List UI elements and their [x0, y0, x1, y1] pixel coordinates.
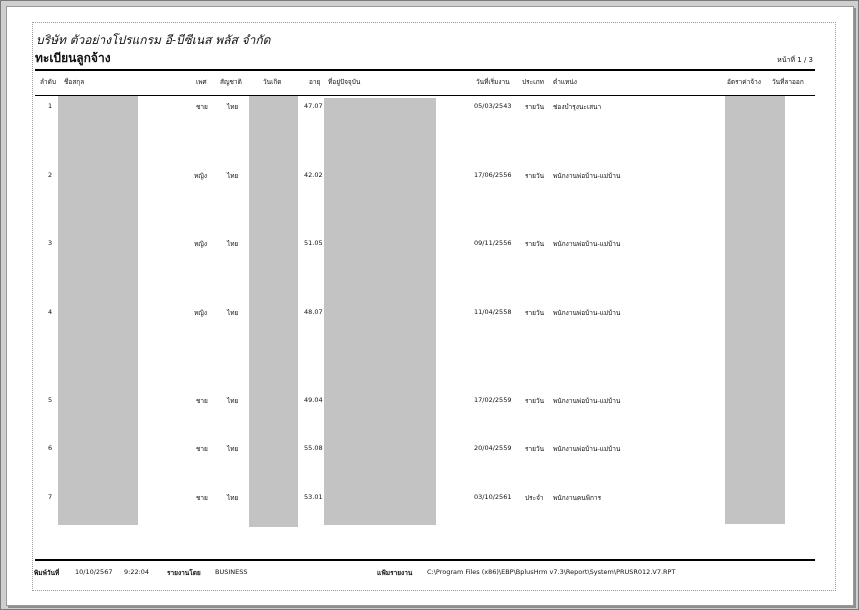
col-header-birthdate: วันเกิด [263, 78, 282, 86]
report-title: ทะเบียนลูกจ้าง [35, 51, 111, 65]
row-6-nation: ไทย [227, 445, 239, 453]
row-1-position: ช่องบำรุงนะเสนา [553, 103, 602, 111]
report-page [6, 6, 854, 606]
row-7-start: 03/10/2561 [474, 493, 512, 501]
row-4-sex: หญิง [194, 309, 207, 317]
row-4-nation: ไทย [227, 309, 239, 317]
printed-by-label [167, 568, 201, 578]
row-6-no: 6 [48, 444, 53, 452]
row-2-position: พนักงานพ่อบ้าน-แม่บ้าน [553, 172, 621, 180]
redacted-name-column [58, 96, 138, 525]
row-6-start: 20/04/2559 [474, 444, 512, 452]
row-7-nation: ไทย [227, 494, 239, 502]
row-7-type: ประจำ [525, 494, 544, 502]
redacted-address-column [324, 98, 436, 525]
col-header-no: ลำดับ [40, 78, 56, 86]
footer-top-rule [35, 559, 815, 561]
header-top-rule [35, 69, 815, 71]
row-5-sex: ชาย [196, 397, 208, 405]
print-date-label [34, 568, 59, 578]
page-number: หน้าที่ 1 / 3 [777, 56, 813, 64]
row-3-no: 3 [48, 239, 53, 247]
company-name: บริษัท ตัวอย่างโปรแกรม อี-บีซีเนส พลัส จำกัด [36, 33, 271, 47]
print-date: 10/10/2567 [75, 568, 113, 576]
row-4-no: 4 [48, 308, 53, 316]
row-1-start: 05/03/2543 [474, 102, 512, 110]
row-6-sex: ชาย [196, 445, 208, 453]
row-3-age: 51.05 [304, 239, 323, 247]
row-6-type: รายวัน [525, 445, 545, 453]
row-5-age: 49.04 [304, 396, 323, 404]
report-file-label-text: แฟ้มรายงาน [377, 569, 413, 577]
col-header-age: อายุ [309, 78, 321, 86]
row-2-nation: ไทย [227, 172, 239, 180]
redacted-birthdate-column [249, 96, 298, 527]
col-header-type: ประเภท [522, 78, 544, 86]
col-header-nationality: สัญชาติ [220, 78, 242, 86]
row-2-age: 42.02 [304, 171, 323, 179]
header-bottom-rule [35, 95, 815, 96]
row-3-position: พนักงานพ่อบ้าน-แม่บ้าน [553, 240, 621, 248]
print-time: 9:22:04 [124, 568, 150, 576]
col-header-start-date: วันที่เริ่มงาน [476, 78, 510, 86]
row-4-position: พนักงานพ่อบ้าน-แม่บ้าน [553, 309, 621, 317]
report-file-path: C:\Program Files (x86)\EBP\BplusHrm v7.3\Report\System\PRUSR012.V7.RPT [427, 568, 676, 576]
report-file-label [377, 568, 412, 578]
row-5-start: 17/02/2559 [474, 396, 512, 404]
row-6-age: 55.08 [304, 444, 323, 452]
redacted-wage-column [725, 96, 757, 524]
row-3-start: 09/11/2556 [474, 239, 512, 247]
col-header-sex: เพศ [196, 78, 207, 86]
col-header-address: ที่อยู่ปัจจุบัน [328, 78, 361, 86]
row-1-age: 47.07 [304, 102, 323, 110]
row-1-no: 1 [48, 102, 53, 110]
col-header-name: ชื่อสกุล [64, 78, 85, 86]
row-7-no: 7 [48, 493, 53, 501]
col-header-wage: อัตราค่าจ้าง [727, 78, 761, 86]
row-3-type: รายวัน [525, 240, 545, 248]
row-6-position: พนักงานพ่อบ้าน-แม่บ้าน [553, 445, 621, 453]
row-5-position: พนักงานพ่อบ้าน-แม่บ้าน [553, 397, 621, 405]
row-1-nation: ไทย [227, 103, 239, 111]
row-5-no: 5 [48, 396, 53, 404]
printed-by-label-text: รายงานโดย [167, 569, 201, 577]
row-7-sex: ชาย [196, 494, 208, 502]
row-1-sex: ชาย [196, 103, 208, 111]
row-2-no: 2 [48, 171, 53, 179]
row-2-type: รายวัน [525, 172, 545, 180]
row-7-age: 53.01 [304, 493, 323, 501]
row-5-nation: ไทย [227, 397, 239, 405]
row-3-sex: หญิง [194, 240, 207, 248]
row-4-type: รายวัน [525, 309, 545, 317]
row-4-age: 48.07 [304, 308, 323, 316]
printed-by: BUSINESS [215, 568, 248, 576]
redacted-resign-column [757, 96, 785, 524]
row-4-start: 11/04/2558 [474, 308, 512, 316]
row-5-type: รายวัน [525, 397, 545, 405]
row-2-start: 17/06/2556 [474, 171, 512, 179]
print-date-label-text: พิมพ์วันที่ [34, 569, 60, 577]
row-7-position: พนักงานคนพิการ [553, 494, 602, 502]
row-1-type: รายวัน [525, 103, 545, 111]
row-3-nation: ไทย [227, 240, 239, 248]
col-header-position: ตำแหน่ง [553, 78, 577, 86]
col-header-resign-date: วันที่ลาออก [772, 78, 804, 86]
row-2-sex: หญิง [194, 172, 207, 180]
